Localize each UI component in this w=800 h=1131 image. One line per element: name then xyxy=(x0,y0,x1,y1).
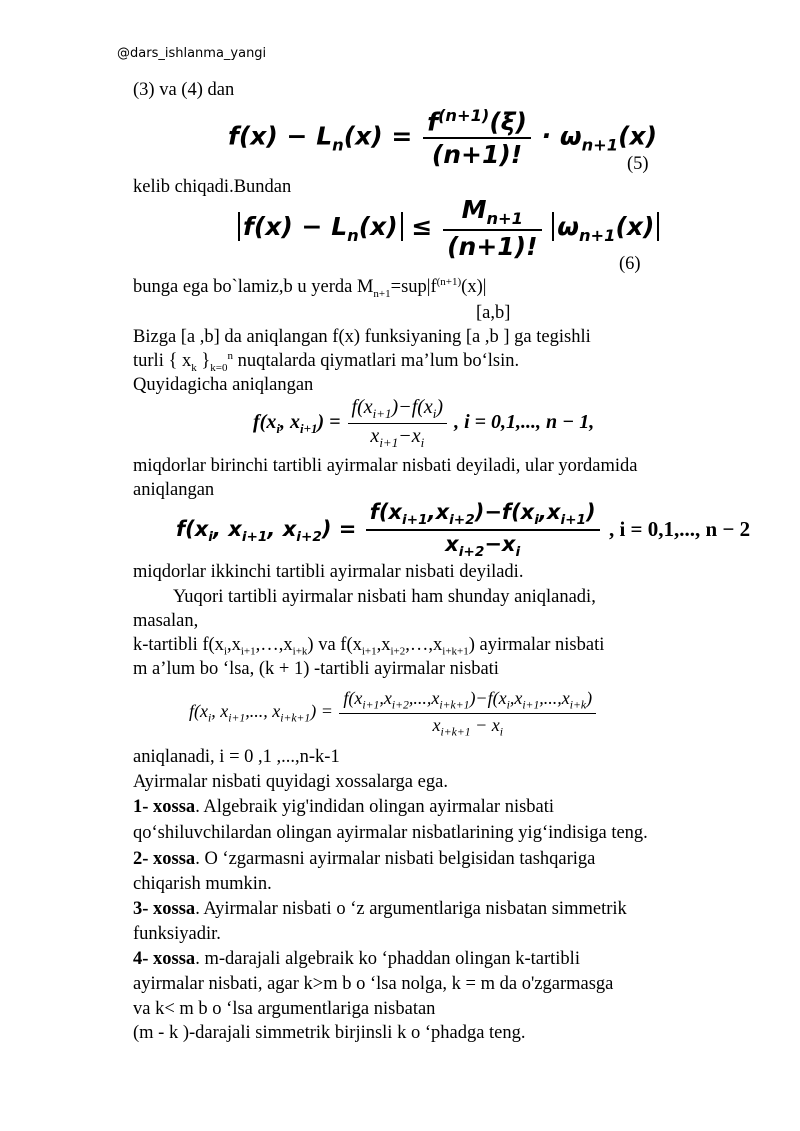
text-line: (m - k )-darajali simmetrik birjinsli k o ‘phadga teng. xyxy=(133,1023,526,1043)
text-line: aniqlanadi, i = 0 ,1 ,...,n-k-1 xyxy=(133,747,340,767)
text-line: k-tartibli $f(x_i,x_{i+1},\dots,x_{i+k})$ va $f(x_{i+1},x_{i+2},\dots,x_{i+k+1})$ ayirmalar nisbati xyxy=(133,635,605,658)
equation-second-divided-difference xyxy=(176,500,750,560)
eq8-den: $x_{i+2}-x_i$ xyxy=(366,529,600,560)
text-line: kelib chiqadi.Bundan xyxy=(133,177,292,197)
text-run: (x)| xyxy=(461,277,487,298)
text-run: =sup|f xyxy=(390,277,437,298)
superscript: (n+1) xyxy=(436,276,462,288)
text-line: funksiyadir. xyxy=(133,924,221,944)
eq6-abs-left xyxy=(238,212,403,245)
property-3 xyxy=(133,898,627,920)
text-line: miqdorlar ikkinchi tartibli ayirmalar nisbati deyiladi. xyxy=(133,562,524,582)
text-line: Quyidagicha aniqlangan xyxy=(133,375,314,395)
eq9-lhs: $f(x_i$, $x_{i+1}$,..., $x_{i+k+1}$) = xyxy=(189,701,333,725)
eq8-tail: , i = 0,1,..., n − 2 xyxy=(608,517,751,542)
eq5-rhs: · ω xyxy=(541,121,582,151)
property-4-text: . m-darajali algebraik ko ‘phaddan olingan k-tartibli xyxy=(195,949,580,969)
page-watermark: @dars_ishlanma_yangi xyxy=(117,46,267,61)
eq7-lhs: $f(x_i$, $x_{i+1}$) = xyxy=(253,411,341,437)
eq6-num: M xyxy=(461,195,487,224)
text-run: nuqtalarda qiymatlari ma’lum bo‘lsin. xyxy=(232,351,520,372)
eq7-fraction xyxy=(350,396,446,451)
eq6-rhs-sub: n+1 xyxy=(578,226,616,245)
property-1 xyxy=(133,796,554,818)
text-line: chiqarish mumkin. xyxy=(133,874,272,894)
eq6-rhs2: (x) xyxy=(615,212,655,241)
text-line: Bizga [a ,b] da aniqlangan f(x) funksiyaning [a ,b ] ga tegishli xyxy=(133,327,591,347)
eq7-tail: , i = 0,1,..., n − 1, xyxy=(454,411,595,434)
eq5-num2: (ξ) xyxy=(489,107,527,137)
equation-higher-divided-difference xyxy=(189,688,598,738)
equation-5-number: (5) xyxy=(627,154,649,174)
eq6-le: ≤ xyxy=(411,212,433,241)
text-line: qo‘shiluvchilardan olingan ayirmalar nisbatlarining yig‘indisiga teng. xyxy=(133,823,648,843)
eq7-den: $x_{i+1}-x_i$ xyxy=(348,423,448,451)
text-line: [a,b] xyxy=(476,303,511,323)
subscript: k xyxy=(191,361,197,374)
eq5-lhs2: (x) = xyxy=(343,121,413,151)
eq5-num: f xyxy=(427,107,438,137)
property-2-text: . O ‘zgarmasni ayirmalar nisbati belgisidan tashqariga xyxy=(195,849,596,869)
eq9-fraction xyxy=(341,688,594,738)
eq6-fraction xyxy=(445,195,539,261)
eq6-lhs2: (x) xyxy=(358,212,398,241)
text-line: ayirmalar nisbati, agar k>m b o ‘lsa nolga, k = m da o'zgarmasga xyxy=(133,974,614,994)
text-run: bunga ega bo`lamiz,b u yerda M xyxy=(133,277,374,298)
eq6-den: (n+1)! xyxy=(443,229,541,261)
eq5-num-sup: (n+1) xyxy=(437,106,490,125)
eq9-den: $x_{i+k+1} - x_i$ xyxy=(339,713,596,739)
eq6-lhs-sub: n xyxy=(347,226,359,245)
text-line: aniqlangan xyxy=(133,480,215,500)
text-run: turli { x xyxy=(133,351,192,372)
property-4 xyxy=(133,948,580,970)
text-line: (3) va (4) dan xyxy=(133,80,235,100)
property-1-text: . Algebraik yig'indidan olingan ayirmalar nisbati xyxy=(195,797,555,817)
property-4-title: 4- xossa xyxy=(133,949,196,969)
text-line xyxy=(133,276,486,301)
property-1-title: 1- xossa xyxy=(133,797,196,817)
property-2 xyxy=(133,848,595,870)
equation-5 xyxy=(228,106,657,169)
equation-6 xyxy=(238,195,659,261)
eq5-rhs2: (x) xyxy=(618,121,658,151)
property-3-title: 3- xossa xyxy=(133,899,196,919)
text-line: Yuqori tartibli ayirmalar nisbati ham shunday aniqlanadi, xyxy=(173,587,596,607)
text-run: } xyxy=(196,351,211,372)
subscript: n+1 xyxy=(373,287,391,300)
eq5-lhs: f(x) − L xyxy=(228,121,333,151)
eq5-rhs-sub: n+1 xyxy=(581,135,619,155)
text-line: Ayirmalar nisbati quyidagi xossalarga ega. xyxy=(133,772,448,792)
eq5-den: (n+1)! xyxy=(423,137,531,169)
eq8-fraction xyxy=(368,500,598,560)
eq8-num: $f(x_{i+1},x_{i+2})-f(x_i,x_{i+1})$ xyxy=(369,500,596,529)
text-line: va k< m b o ‘lsa argumentlariga nisbatan xyxy=(133,999,436,1019)
subscript: k=0 xyxy=(210,361,228,374)
equation-6-number: (6) xyxy=(619,254,641,274)
eq6-num-sub: n+1 xyxy=(486,209,523,228)
eq6-rhs: ω xyxy=(557,212,579,241)
eq6-lhs: f(x) − L xyxy=(243,212,348,241)
equation-first-divided-difference xyxy=(253,396,594,451)
superscript: n xyxy=(227,350,233,362)
eq5-fraction xyxy=(425,106,529,169)
text-line xyxy=(133,350,519,375)
eq8-lhs: $f(x_i$, $x_{i+1}$, $x_{i+2}$) = xyxy=(176,517,357,546)
eq6-abs-right xyxy=(552,212,659,245)
text-line: miqdorlar birinchi tartibli ayirmalar nisbati deyiladi, ular yordamida xyxy=(133,456,638,476)
text-line: masalan, xyxy=(133,611,199,631)
eq9-num: $f(x_{i+1},x_{i+2},...,x_{i+k+1})-f(x_i,x_{i+1},...,x_{i+k})$ xyxy=(343,688,593,712)
property-3-text: . Ayirmalar nisbati o ‘z argumentlariga nisbatan simmetrik xyxy=(195,899,627,919)
eq7-num: $f(x_{i+1})-f(x_i)$ xyxy=(351,396,444,421)
eq5-lhs-sub: n xyxy=(332,135,344,155)
property-2-title: 2- xossa xyxy=(133,849,196,869)
text-line: m a’lum bo ‘lsa, (k + 1) -tartibli ayirmalar nisbati xyxy=(133,659,499,679)
